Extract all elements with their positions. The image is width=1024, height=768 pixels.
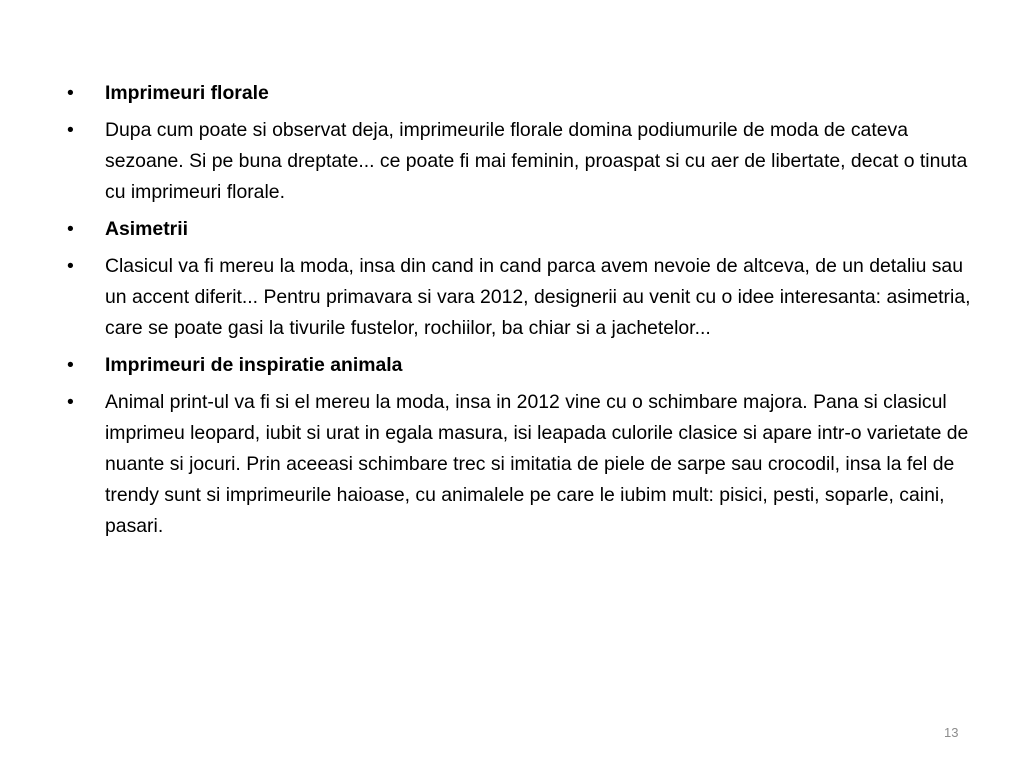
bullet-dot-icon: • xyxy=(67,354,74,376)
bullet-text: Imprimeuri de inspiratie animala xyxy=(105,354,403,376)
bullet-dot-icon: • xyxy=(67,391,74,413)
page-number: 13 xyxy=(944,725,959,740)
bullet-text: Asimetrii xyxy=(105,218,188,240)
bullet-text: Clasicul va fi mereu la moda, insa din cand in cand parca avem nevoie de altceva, de un detaliu sau un accent diferit... Pentru primavara si vara 2012, designerii au venit cu o idee interesanta: asimetria, care se poate gasi la tivurile fustelor, rochiilor, ba chiar si a jachetelor... xyxy=(105,255,971,339)
bullet-item-heading-asimetrii xyxy=(67,214,972,245)
bullet-dot-icon: • xyxy=(67,218,74,240)
bullet-dot-icon: • xyxy=(67,255,74,277)
bullet-dot-icon: • xyxy=(67,119,74,141)
bullet-text: Dupa cum poate si observat deja, imprimeurile florale domina podiumurile de moda de cateva sezoane. Si pe buna dreptate... ce poate fi mai feminin, proaspat si cu aer de libertate, decat o tinuta cu imprimeuri florale. xyxy=(105,119,968,203)
bullet-item-paragraph-florale xyxy=(67,115,972,208)
bullet-item-paragraph-animal xyxy=(67,387,972,542)
bullet-item-heading-florale xyxy=(67,78,972,109)
bullet-item-paragraph-asimetrii xyxy=(67,251,972,344)
bullet-text: Imprimeuri florale xyxy=(105,82,269,104)
bullet-item-heading-animal xyxy=(67,350,972,381)
bullet-dot-icon: • xyxy=(67,82,74,104)
bullet-text: Animal print-ul va fi si el mereu la moda, insa in 2012 vine cu o schimbare majora. Pana si clasicul imprimeu leopard, iubit si urat in egala masura, isi leapada culorile clasice si apare intr-o varietate de nuante si jocuri. Prin aceeasi schimbare trec si imitatia de piele de sarpe sau crocodil, insa la fel de trendy sunt si imprimeurile haioase, cu animalele pe care le iubim mult: pisici, pesti, soparle, caini, pasari. xyxy=(105,391,969,537)
slide-content xyxy=(67,78,972,548)
bullet-list xyxy=(67,78,972,542)
